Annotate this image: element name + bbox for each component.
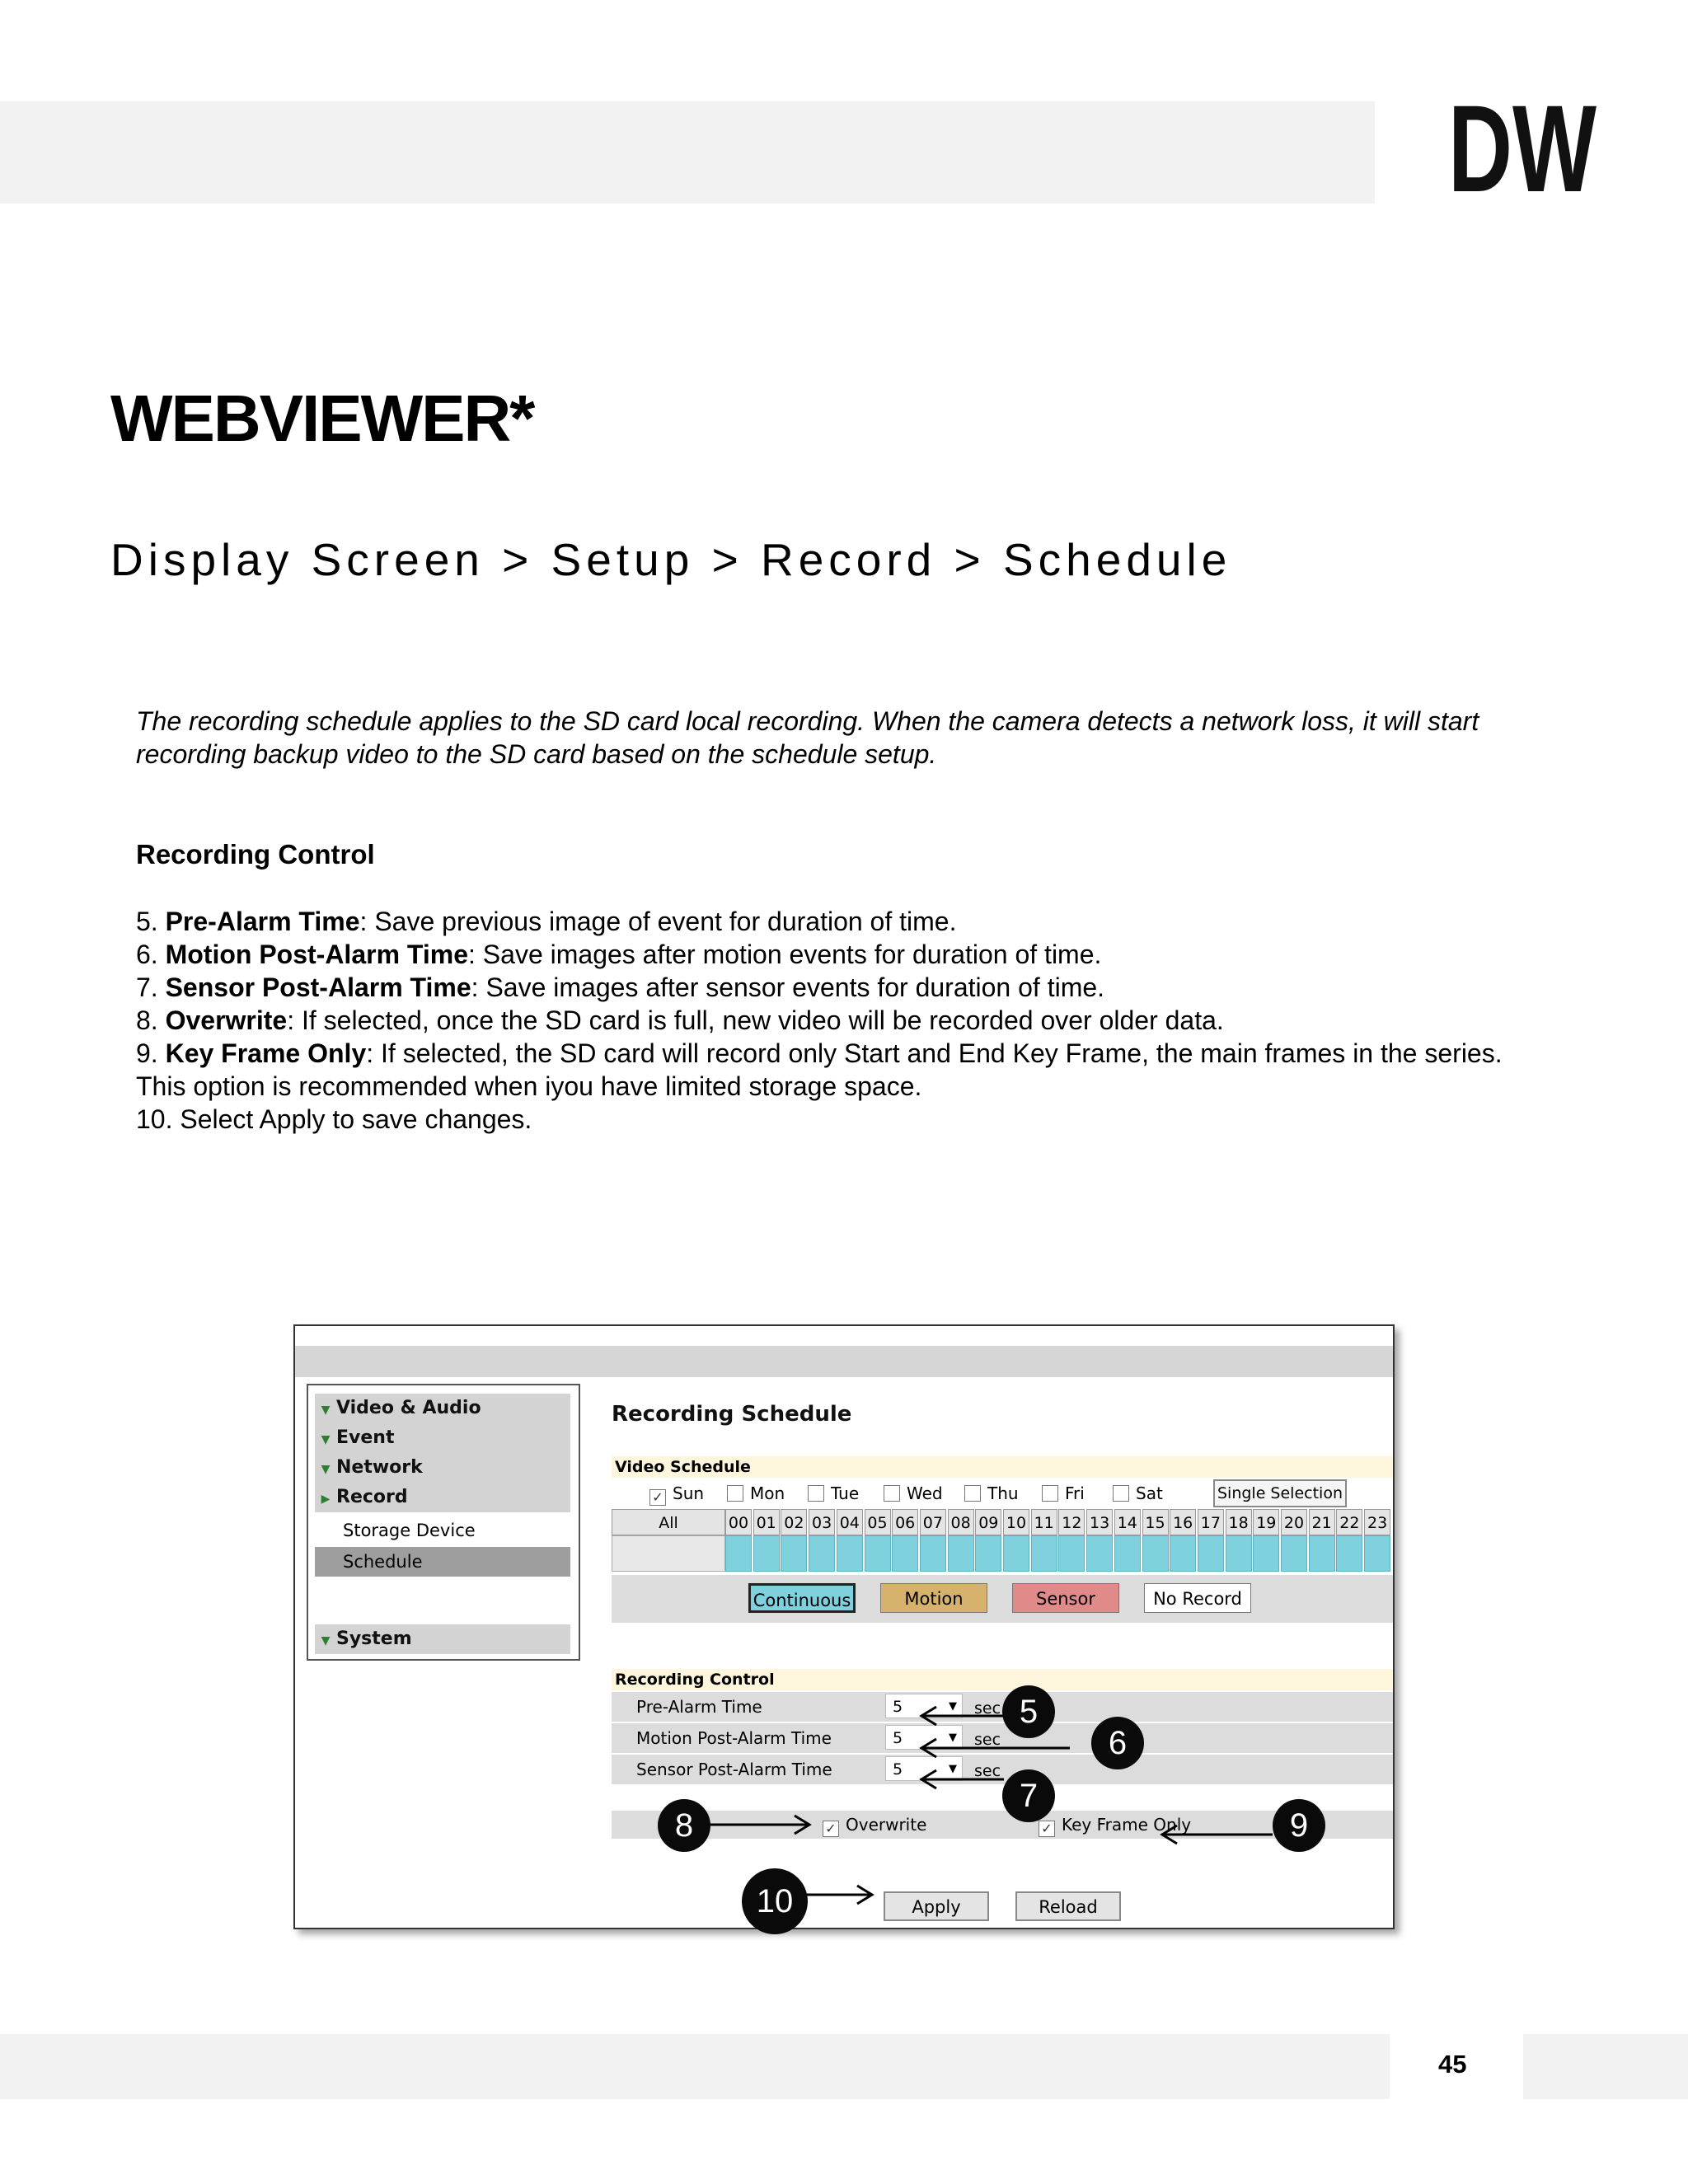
hour-cell[interactable]: 11 xyxy=(1031,1509,1057,1535)
schedule-row xyxy=(612,1535,1393,1572)
caret-down-icon: ▼ xyxy=(949,1732,957,1744)
list-item: 9. Key Frame Only: If selected, the SD card will record only Start and End Key Frame, the main frames in the series. xyxy=(136,1038,1503,1068)
sensor-post-alarm-select[interactable]: 5 ▼ xyxy=(885,1756,963,1781)
overwrite-option[interactable]: ✓ Overwrite xyxy=(823,1811,926,1839)
menu-item-storage-device[interactable]: Storage Device xyxy=(343,1521,476,1540)
menu-item-network[interactable]: ▼ Network xyxy=(315,1453,570,1483)
overwrite-checkbox[interactable]: ✓ xyxy=(823,1821,839,1837)
hour-cell[interactable]: 04 xyxy=(837,1509,863,1535)
chevron-down-icon: ▼ xyxy=(321,1634,331,1647)
hour-cell[interactable]: 03 xyxy=(809,1509,835,1535)
list-item: 10. Select Apply to save changes. xyxy=(136,1104,532,1134)
hour-cell[interactable]: 01 xyxy=(753,1509,780,1535)
pre-alarm-unit: sec xyxy=(974,1699,1001,1718)
hour-cell[interactable]: 12 xyxy=(1058,1509,1085,1535)
sensor-post-alarm-unit: sec xyxy=(974,1762,1001,1780)
svg-text:DW: DW xyxy=(1448,79,1597,218)
motion-post-alarm-select[interactable]: 5 ▼ xyxy=(885,1725,963,1750)
schedule-slot[interactable] xyxy=(837,1535,863,1572)
key-frame-only-option[interactable]: ✓ Key Frame Only xyxy=(1039,1811,1191,1839)
schedule-slot[interactable] xyxy=(1364,1535,1390,1572)
day-checkbox[interactable] xyxy=(808,1485,824,1502)
pre-alarm-select[interactable]: 5 ▼ xyxy=(885,1694,963,1718)
list-item: 7. Sensor Post-Alarm Time: Save images after sensor events for duration of time. xyxy=(136,972,1105,1002)
apply-button[interactable]: Apply xyxy=(884,1891,989,1921)
menu-item-video-audio[interactable]: ▼ Video & Audio xyxy=(315,1394,570,1423)
chevron-down-icon: ▼ xyxy=(321,1404,331,1417)
hour-cell[interactable]: 17 xyxy=(1198,1509,1224,1535)
recording-schedule-screenshot xyxy=(293,1324,1395,1929)
day-checkbox[interactable] xyxy=(1113,1485,1129,1502)
schedule-slot[interactable] xyxy=(781,1535,807,1572)
motion-post-alarm-unit: sec xyxy=(974,1731,1001,1749)
key-frame-only-checkbox[interactable]: ✓ xyxy=(1039,1821,1055,1837)
schedule-slot[interactable] xyxy=(1226,1535,1252,1572)
single-selection-button[interactable]: Single Selection xyxy=(1213,1479,1347,1507)
intro-paragraph: The recording schedule applies to the SD card local recording. When the camera detects a network loss, it will start recording backup video to the SD card based on the schedule setup. xyxy=(136,706,1479,769)
day-thu[interactable]: Thu xyxy=(964,1481,1019,1506)
recording-schedule-title: Recording Schedule xyxy=(612,1402,852,1427)
day-mon[interactable]: Mon xyxy=(727,1481,785,1506)
footer-band xyxy=(1523,2034,1688,2099)
hour-cell[interactable]: 15 xyxy=(1142,1509,1169,1535)
schedule-slot[interactable] xyxy=(1114,1535,1141,1572)
hour-cell[interactable]: 20 xyxy=(1281,1509,1307,1535)
day-checkbox[interactable]: ✓ xyxy=(649,1489,666,1506)
hour-cell[interactable]: 18 xyxy=(1226,1509,1252,1535)
schedule-slot[interactable] xyxy=(1253,1535,1279,1572)
schedule-all-cell[interactable] xyxy=(612,1535,725,1572)
chevron-down-icon: ▼ xyxy=(321,1433,331,1446)
day-tue[interactable]: Tue xyxy=(808,1481,859,1506)
sensor-button[interactable]: Sensor xyxy=(1012,1583,1119,1613)
day-wed[interactable]: Wed xyxy=(884,1481,943,1506)
breadcrumb: Display Screen > Setup > Record > Schedule xyxy=(110,534,1232,585)
hour-cell[interactable]: 21 xyxy=(1309,1509,1335,1535)
schedule-slot[interactable] xyxy=(725,1535,752,1572)
day-checkbox[interactable] xyxy=(964,1485,981,1502)
schedule-slot[interactable] xyxy=(865,1535,891,1572)
recording-control-header: Recording Control xyxy=(612,1669,1393,1690)
list-item: This option is recommended when iyou have limited storage space. xyxy=(136,1071,922,1101)
hour-cell[interactable]: 19 xyxy=(1253,1509,1279,1535)
schedule-slot[interactable] xyxy=(1336,1535,1362,1572)
hour-cell[interactable]: 07 xyxy=(920,1509,946,1535)
motion-button[interactable]: Motion xyxy=(880,1583,987,1613)
no-record-button[interactable]: No Record xyxy=(1144,1583,1251,1613)
schedule-slot[interactable] xyxy=(1086,1535,1113,1572)
hour-cell[interactable]: 05 xyxy=(865,1509,891,1535)
menu-item-system[interactable]: ▼ System xyxy=(315,1624,570,1654)
hour-cell[interactable]: 14 xyxy=(1114,1509,1141,1535)
schedule-slot[interactable] xyxy=(1309,1535,1335,1572)
setup-menu xyxy=(307,1384,580,1661)
chevron-down-icon: ▼ xyxy=(321,1463,331,1476)
schedule-slot[interactable] xyxy=(975,1535,1001,1572)
hour-all-cell[interactable]: All xyxy=(612,1509,725,1535)
list-item: 5. Pre-Alarm Time: Save previous image of event for duration of time. xyxy=(136,907,957,936)
hour-cell[interactable]: 13 xyxy=(1086,1509,1113,1535)
hour-cell[interactable]: 06 xyxy=(892,1509,918,1535)
footer-band xyxy=(0,2034,1390,2099)
hour-cell[interactable]: 08 xyxy=(948,1509,974,1535)
day-checkbox[interactable] xyxy=(727,1485,743,1502)
sensor-post-alarm-label: Sensor Post-Alarm Time xyxy=(636,1760,832,1779)
list-item: 6. Motion Post-Alarm Time: Save images after motion events for duration of time. xyxy=(136,940,1102,969)
schedule-slot[interactable] xyxy=(1142,1535,1169,1572)
day-checkbox[interactable] xyxy=(1042,1485,1058,1502)
hour-cell[interactable]: 02 xyxy=(781,1509,807,1535)
schedule-slot[interactable] xyxy=(892,1535,918,1572)
callout-marker-9: 9 xyxy=(1273,1799,1325,1852)
schedule-slot[interactable] xyxy=(753,1535,780,1572)
item-list xyxy=(136,905,1603,1136)
hour-cell[interactable]: 16 xyxy=(1170,1509,1196,1535)
callout-marker-10: 10 xyxy=(742,1868,808,1934)
hour-cell[interactable]: 10 xyxy=(1003,1509,1029,1535)
screenshot-top-bar xyxy=(295,1346,1393,1377)
callout-marker-5: 5 xyxy=(1002,1685,1055,1738)
menu-item-record[interactable]: ▶ Record xyxy=(315,1483,570,1512)
video-schedule-header: Video Schedule xyxy=(612,1456,1393,1478)
schedule-slot[interactable] xyxy=(920,1535,946,1572)
sensor-post-alarm-row xyxy=(612,1755,1393,1784)
section-heading: Recording Control xyxy=(136,839,375,869)
schedule-slot[interactable] xyxy=(809,1535,835,1572)
caret-down-icon: ▼ xyxy=(949,1700,957,1713)
menu-item-event[interactable]: ▼ Event xyxy=(315,1423,570,1453)
legend-row xyxy=(612,1575,1393,1623)
list-item: 8. Overwrite: If selected, once the SD card is full, new video will be recorded over older data. xyxy=(136,1005,1224,1035)
page-number: 45 xyxy=(1438,2050,1467,2079)
hour-header-row xyxy=(612,1509,1393,1535)
hour-cell[interactable]: 23 xyxy=(1364,1509,1390,1535)
motion-post-alarm-row xyxy=(612,1723,1393,1753)
day-fri[interactable]: Fri xyxy=(1042,1481,1085,1506)
menu-item-schedule[interactable]: Schedule xyxy=(315,1547,570,1577)
continuous-button[interactable]: Continuous xyxy=(748,1583,856,1613)
header-band xyxy=(0,101,1375,204)
day-sun[interactable]: ✓ Sun xyxy=(649,1481,704,1506)
chevron-right-icon: ▶ xyxy=(321,1493,331,1506)
hour-cell[interactable]: 00 xyxy=(725,1509,752,1535)
schedule-slot[interactable] xyxy=(1003,1535,1029,1572)
schedule-slot[interactable] xyxy=(1170,1535,1196,1572)
callout-marker-7: 7 xyxy=(1002,1769,1055,1822)
motion-post-alarm-label: Motion Post-Alarm Time xyxy=(636,1728,832,1748)
caret-down-icon: ▼ xyxy=(949,1763,957,1775)
hour-cell[interactable]: 09 xyxy=(975,1509,1001,1535)
schedule-slot[interactable] xyxy=(1281,1535,1307,1572)
schedule-slot[interactable] xyxy=(1198,1535,1224,1572)
callout-marker-6: 6 xyxy=(1091,1717,1144,1769)
day-checkbox[interactable] xyxy=(884,1485,900,1502)
schedule-slot[interactable] xyxy=(1031,1535,1057,1572)
page-title: WEBVIEWER* xyxy=(110,382,534,455)
hour-cell[interactable]: 22 xyxy=(1336,1509,1362,1535)
reload-button[interactable]: Reload xyxy=(1015,1891,1121,1921)
callout-marker-8: 8 xyxy=(658,1799,710,1852)
pre-alarm-label: Pre-Alarm Time xyxy=(636,1697,762,1717)
schedule-slot[interactable] xyxy=(1058,1535,1085,1572)
day-sat[interactable]: Sat xyxy=(1113,1481,1163,1506)
schedule-slot[interactable] xyxy=(948,1535,974,1572)
dw-logo xyxy=(1444,79,1601,218)
